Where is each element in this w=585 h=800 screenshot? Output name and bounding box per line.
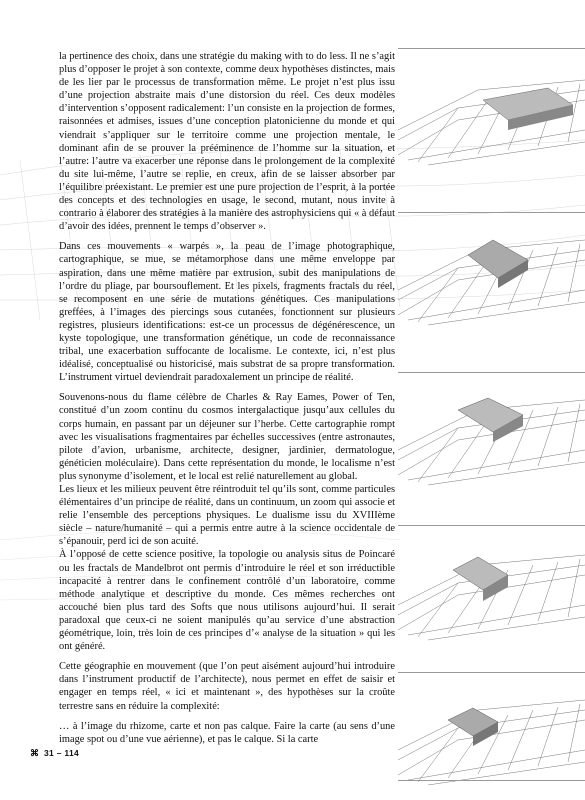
paragraph: Souvenons-nous du flame célèbre de Charles & Ray Eames, Power of Ten, constitué d’un zoom continu du cosmos intergalactique jusqu’aux cellules du corps humain, en passant par un déjeuner sur l’herbe. Cette cartographie rompt avec les visualisations fragmentaires par échelles successives (entre astronautes, pilote d’avion, urbanisme, architecte, designer, jardinier, dermatologue, généticien moléculaire). Dans cette représentation du monde, le localisme n’est plus synonyme d’isolement, et le local est relié naturellement au global. — [59, 392, 395, 482]
thumbnail-divider — [398, 372, 585, 373]
folio-mark: ⌘ — [30, 748, 40, 758]
paragraph: Dans ces mouvements « warpés », la peau de l’image photographique, cartographique, se mue, se métamorphose dans une même enveloppe par aspiration, dans une même matière par extrusion, subit des manipulations de l’ordre du pliage, par boursouflement. Et les pixels, fragments fractals du réel, se recomposent en une série de mutations génétiques. Ces manipulations greffées, à l’images des piercings sous cutanées, fonctionnent sur plusieurs registres, plusieurs identifications: est-ce un processus de dégénérescence, un kyste topologique, une transformation génétique, un code de reconnaissance tribal, une exacerbation suffocante de localisme. Le contexte, ici, n’est plus idéalisé, conceptualisé ou historicisé, mais substrat de sa propre transformation. L’instrument virtuel deviendrait paradoxalement un principe de réalité. — [59, 241, 395, 384]
thumbnail-divider — [398, 48, 585, 49]
page-folio — [30, 748, 79, 759]
terrain-model-thumbnail — [398, 60, 585, 170]
page-numbers: 31 – 114 — [43, 748, 80, 758]
terrain-model-thumbnail — [398, 535, 585, 645]
paragraph: … à l’image du rhizome, carte et non pas calque. Faire la carte (au sens d’une image spot ou d’une vue aérienne), et pas le calque. Si la carte — [59, 720, 395, 745]
paragraph: Cette géographie en mouvement (que l’on peut aisément aujourd’hui introduire dans l’instrument productif de l’architecte), nous permet en effet de saisir et engager en temps réel, « ici et maintenant », des hypothèses sur la croûte terrestre sans en réduire la complexité: — [59, 661, 395, 712]
terrain-model-thumbnail — [398, 380, 585, 490]
thumbnail-divider — [398, 780, 585, 781]
paragraph: Les lieux et les milieux peuvent être réintroduit tel qu’ils sont, comme particules élémentaires d’un principe de réalité, dans un continuum, un zoom qui associe et relie l’ensemble des perceptions physiques. Le dualisme issu du XVIIIème siècle – nature/humanité – qui a permis entre autre à la science occidentale de s’épanouir, perd ici de son acuité. — [59, 484, 395, 548]
thumbnail-divider — [398, 525, 585, 526]
terrain-model-thumbnail — [398, 680, 585, 790]
paragraph: la pertinence des choix, dans une stratégie du making with to do less. Il ne s’agit plus d’opposer le projet à son contexte, comme deux hypothèses distinctes, mais de les lier par le processus de transformation même. Le projet n’est plus issu d’une projection abstraite mais d’une distorsion du réel. Ces deux modèles d’intervention s’opposent radicalement: l’un consiste en la projection de formes, raisonnées et admises, issues d’une conception platonicienne du monde et qui viendrait s’appliquer sur le territoire comme une projection mentale, le dominant afin de se prouver la prééminence de l’homme sur la situation, et l’autre: l’autre va exacerber une réponse dans le prolongement de la complexité du site lui-même, l’autre se replie, en creux, afin de se laisser absorber par l’équilibre préexistant. Le premier est une pure projection de l’esprit, à la portée des concepts et des technologies en usage, le second, mutant, nous invite à contrario à élaborer des stratégies à la manière des astrophysiciens qui « à défaut d’avoir des idées, prennent le temps d’observer ». — [59, 51, 395, 233]
thumbnail-divider — [398, 212, 585, 213]
thumbnail-divider — [398, 672, 585, 673]
terrain-model-thumbnail — [398, 220, 585, 330]
paragraph: À l’opposé de cette science positive, la topologie ou analysis situs de Poincaré ou les fractals de Mandelbrot ont permis d’introduire le réel et son irréductible incapacité à rentrer dans le confinement contrôlé d’un laboratoire, comme méthode analytique et descriptive du monde. Ces mêmes recherches ont accouché bien plus tard des Softs que nous utilisons aujourd’hui. Il serait paradoxal que ceux-ci ne soient manipulés qu’au service d’une abstraction géométrique, loin, très loin de ces principes d’« analyse de la situation » qui les ont généré. — [59, 549, 395, 653]
body-text-column — [59, 50, 395, 753]
